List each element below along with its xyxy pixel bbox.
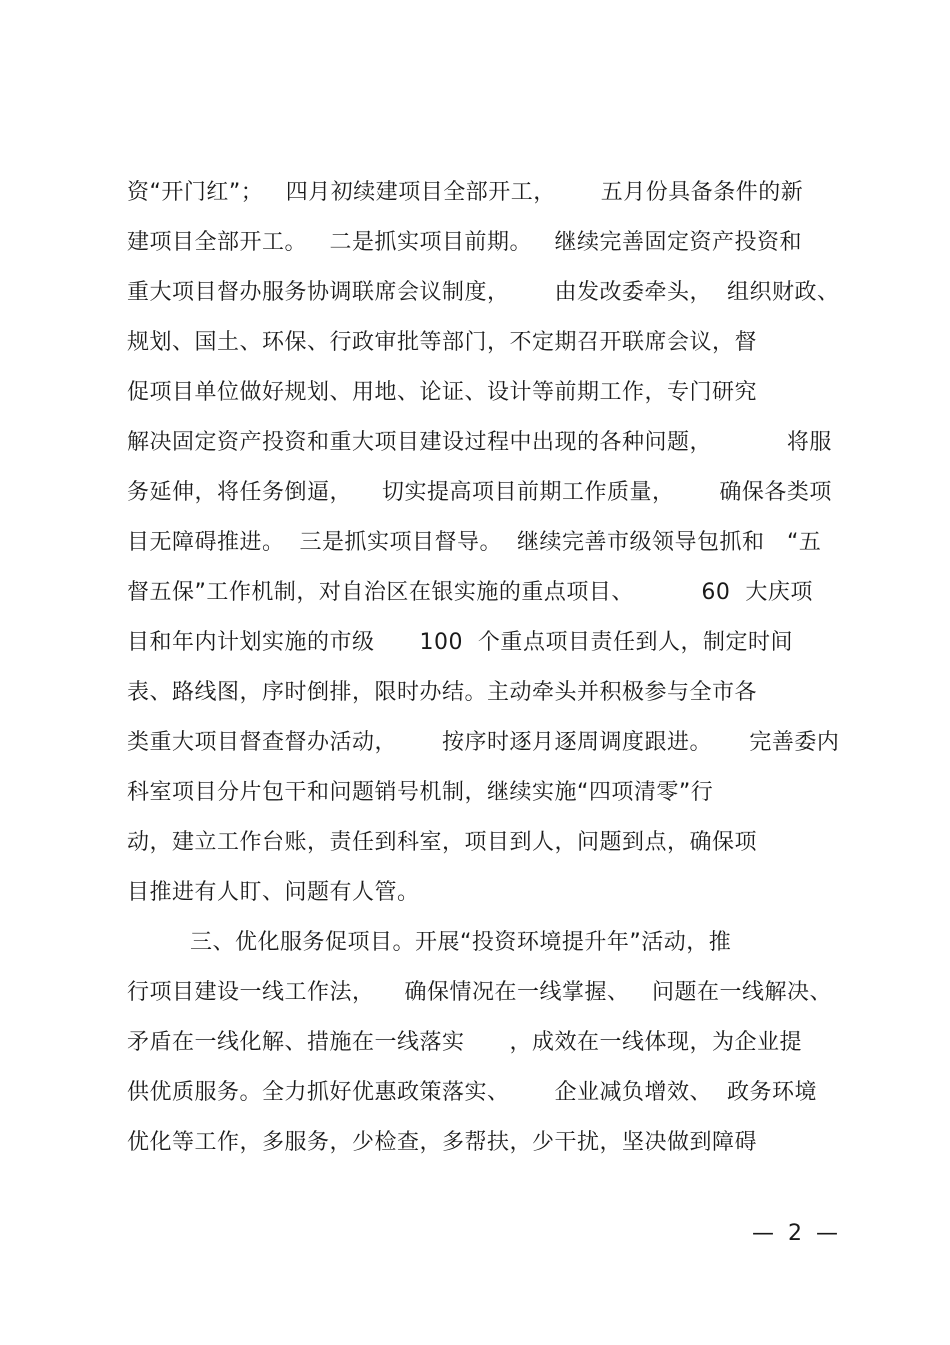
- body-text-line: 建项目全部开工。 二是抓实项目前期。 继续完善固定资产投资和: [127, 230, 802, 255]
- body-text-line: 资“开门红”； 四月初续建项目全部开工， 五月份具备条件的新: [127, 180, 804, 205]
- body-text-line: 动，建立工作台账，责任到科室，项目到人，问题到点，确保项: [127, 830, 758, 855]
- body-text-line: 目无障碍推进。 三是抓实项目督导。 继续完善市级领导包抓和 “五: [127, 530, 822, 555]
- page-number: — 2 —: [752, 1221, 838, 1246]
- body-text-line: 重大项目督办服务协调联席会议制度， 由发改委牵头， 组织财政、: [127, 280, 840, 305]
- section-heading-line: 三、优化服务促项目。开展“投资环境提升年”活动，推: [190, 930, 732, 955]
- body-text-line: 督五保”工作机制，对自治区在银实施的重点项目、 60 大庆项: [127, 580, 813, 605]
- body-text-line: 矛盾在一线化解、措施在一线落实 ，成效在一线体现，为企业提: [127, 1030, 802, 1055]
- body-text-line: 规划、国土、环保、行政审批等部门，不定期召开联席会议，督: [127, 330, 758, 355]
- body-text-line: 科室项目分片包干和问题销号机制，继续实施“四项清零”行: [127, 780, 714, 805]
- body-text-line: 促项目单位做好规划、用地、论证、设计等前期工作，专门研究: [127, 380, 758, 405]
- body-text-line: 行项目建设一线工作法， 确保情况在一线掌握、 问题在一线解决、: [127, 980, 832, 1005]
- body-text-line: 目推进有人盯、问题有人管。: [127, 880, 420, 905]
- body-text-line: 目和年内计划实施的市级 100 个重点项目责任到人，制定时间: [127, 630, 793, 655]
- body-text-line: 供优质服务。全力抓好优惠政策落实、 企业减负增效、 政务环境: [127, 1080, 817, 1105]
- body-text-line: 表、路线图，序时倒排，限时办结。主动牵头并积极参与全市各: [127, 680, 758, 705]
- body-text-line: 优化等工作，多服务，少检查，多帮扶，少干扰，坚决做到障碍: [127, 1130, 758, 1155]
- body-text-line: 务延伸，将任务倒逼， 切实提高项目前期工作质量， 确保各类项: [127, 480, 832, 505]
- body-text-line: 解决固定资产投资和重大项目建设过程中出现的各种问题， 将服: [127, 430, 832, 455]
- body-text-line: 类重大项目督查督办活动， 按序时逐月逐周调度跟进。 完善委内: [127, 730, 840, 755]
